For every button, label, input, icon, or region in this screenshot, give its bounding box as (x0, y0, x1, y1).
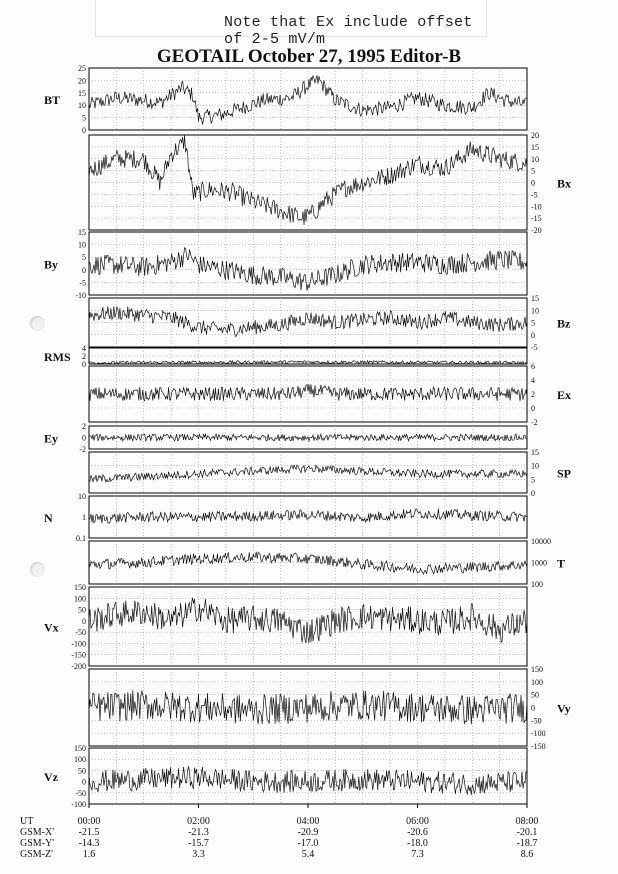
ytick-label-by: -5 (79, 278, 86, 288)
ytick-label-vx: 0 (82, 616, 86, 626)
ytick-label-bt: 15 (78, 88, 86, 98)
panel-label-bz: Bz (557, 316, 571, 331)
ytick-label-bx: -15 (531, 214, 542, 224)
ytick-label-bt: 10 (78, 101, 86, 111)
ytick-label-bz: 10 (531, 306, 539, 316)
ytick-label-sp: 0 (531, 489, 535, 498)
panel-label-ex: Ex (557, 388, 572, 402)
footer-value: -15.7 (188, 838, 209, 849)
panel-label-vz: Vz (44, 770, 58, 784)
ytick-label-ex: 2 (531, 390, 535, 399)
xtick-label: 04:00 (296, 816, 320, 827)
ytick-label-t: 100 (531, 580, 543, 589)
ytick-label-ey: 0 (82, 433, 86, 443)
footer-label-gsm-z: GSM-Z' (20, 849, 53, 860)
ytick-label-ey: 2 (82, 422, 86, 431)
ytick-label-by: 5 (82, 253, 86, 263)
ytick-label-by: 10 (78, 240, 86, 250)
ytick-label-bt: 0 (82, 126, 86, 135)
footer-label-ut: UT (20, 816, 34, 827)
ytick-label-n: 1 (82, 513, 86, 522)
footer-label-gsm-y: GSM-Y' (20, 838, 55, 849)
ytick-label-vz: -50 (75, 788, 86, 798)
ytick-label-rms: 2 (82, 352, 86, 361)
ytick-label-bt: 5 (82, 113, 86, 123)
panel-label-sp: SP (557, 466, 572, 481)
ytick-label-t: 1000 (531, 558, 547, 568)
chart-title: GEOTAIL October 27, 1995 Editor-B (156, 46, 462, 67)
ytick-label-sp: 5 (531, 475, 535, 485)
ytick-label-bx: -5 (531, 190, 538, 200)
ytick-label-vx: 100 (74, 594, 86, 604)
ytick-label-vz: 150 (74, 744, 86, 753)
ytick-label-bz: 15 (531, 294, 539, 303)
footer-label-gsm-x: GSM-X' (20, 827, 55, 838)
panel-label-t: T (557, 556, 566, 571)
footer-value: -18.0 (407, 838, 428, 849)
ytick-label-vx: -100 (71, 639, 86, 649)
ytick-label-vz: 50 (78, 766, 86, 776)
ytick-label-ex: 0 (531, 404, 535, 413)
ytick-label-by: 15 (78, 228, 86, 237)
ytick-label-bx: 10 (531, 154, 539, 164)
ytick-label-vz: -100 (71, 800, 86, 809)
ytick-label-ex: 4 (531, 376, 535, 385)
footer-value: -18.7 (516, 838, 538, 849)
footer-value: -14.3 (78, 838, 100, 849)
ytick-label-bt: 20 (78, 76, 86, 86)
footer-value: 8.6 (520, 849, 534, 860)
panel-label-bx: Bx (557, 176, 572, 191)
ytick-label-vy: -150 (531, 742, 546, 751)
ytick-label-n: 0.1 (76, 534, 86, 543)
ytick-label-ey: -2 (79, 445, 86, 454)
ytick-label-bx: -10 (531, 202, 542, 212)
footer-value: -17.0 (297, 838, 319, 849)
ytick-label-vx: -150 (71, 650, 86, 660)
ytick-label-bz: 5 (531, 318, 535, 328)
footer-value: -21.5 (78, 827, 100, 838)
ytick-label-vy: 100 (531, 677, 543, 687)
ytick-label-vx: 50 (78, 605, 86, 615)
footer-value: -20.9 (297, 827, 319, 838)
ytick-label-t: 10000 (531, 537, 551, 546)
footer-value: 5.4 (301, 849, 315, 860)
ytick-label-sp: 10 (531, 461, 539, 471)
ytick-label-rms: 4 (82, 344, 86, 353)
data-trace-bx (89, 135, 527, 225)
ytick-label-bt: 25 (78, 64, 86, 73)
ytick-label-by: 0 (82, 265, 86, 275)
ytick-label-bz: 0 (531, 330, 535, 340)
footer-value: 7.3 (411, 849, 424, 860)
panel-label-bt: BT (44, 93, 61, 107)
xtick-label: 00:00 (77, 816, 101, 827)
ytick-label-ex: 6 (531, 362, 535, 371)
ytick-label-vy: -100 (531, 729, 546, 739)
ytick-label-bx: 15 (531, 142, 539, 152)
ytick-label-vy: -50 (531, 716, 542, 726)
panel-label-n: N (44, 511, 53, 525)
data-trace-bt (89, 75, 527, 124)
xtick-label: 06:00 (406, 816, 429, 827)
xtick-label: 08:00 (515, 816, 539, 827)
ytick-label-n: 10 (78, 492, 86, 501)
ytick-label-vx: 150 (74, 583, 86, 592)
note-text: Note that Ex include offset of 2-5 mV/m (224, 14, 473, 48)
ytick-label-bx: -20 (531, 226, 542, 235)
ytick-label-by: -10 (75, 291, 86, 300)
panel-label-ey: Ey (44, 431, 59, 446)
ytick-label-vz: 0 (82, 777, 86, 787)
data-trace-by (89, 248, 527, 291)
panel-label-by: By (44, 257, 59, 272)
footer-value: -21.3 (188, 827, 209, 838)
ytick-label-rms: 0 (82, 360, 86, 369)
xtick-label: 02:00 (187, 816, 210, 827)
ytick-label-bz: -5 (531, 343, 538, 352)
ytick-label-vx: -200 (71, 662, 86, 671)
footer-value: 3.3 (192, 849, 205, 860)
ytick-label-vx: -50 (75, 628, 86, 638)
data-trace-ex (89, 384, 527, 401)
footer-value: -20.6 (407, 827, 428, 838)
panel-label-vx: Vx (44, 620, 59, 635)
ytick-label-vy: 50 (531, 690, 539, 700)
panel-label-rms: RMS (44, 350, 71, 364)
data-trace-vy (89, 690, 527, 724)
ytick-label-vy: 150 (531, 665, 543, 674)
ytick-label-vz: 100 (74, 755, 86, 765)
ytick-label-bx: 0 (531, 178, 535, 188)
ytick-label-bx: 5 (531, 166, 535, 176)
footer-value: -20.1 (516, 827, 538, 838)
ytick-label-ex: -2 (531, 418, 538, 427)
ytick-label-sp: 15 (531, 448, 539, 457)
ytick-label-vy: 0 (531, 703, 535, 713)
ytick-label-bx: 20 (531, 131, 539, 140)
panel-label-vy: Vy (557, 701, 571, 716)
footer-value: 1.6 (82, 849, 96, 860)
